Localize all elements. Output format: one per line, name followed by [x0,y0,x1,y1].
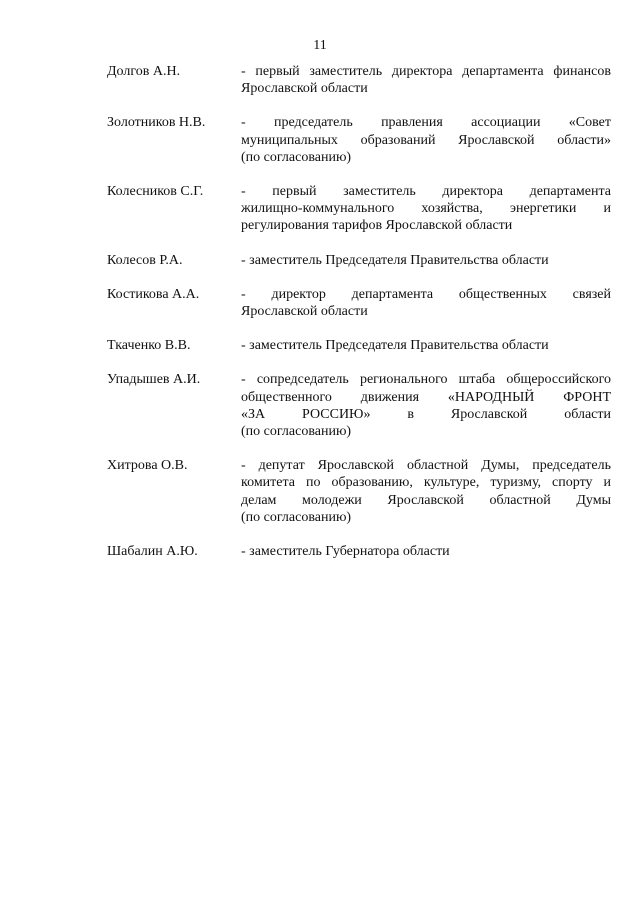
role-line: делам молодежи Ярославской областной Думы [241,492,611,508]
role-line: (по согласованию) [241,149,352,165]
role-line: муниципальных образований Ярославской области» [241,132,611,148]
role-line: общественного движения «НАРОДНЫЙ ФРОНТ [241,389,611,405]
list-item [107,252,611,269]
member-role [241,114,611,166]
member-name: Долгов А.Н. [107,64,181,79]
role-line: - депутат Ярославской областной Думы, председатель [241,458,611,474]
list-item [107,286,611,320]
role-line: комитета по образованию, культуре, туризму, спорту и [241,475,611,491]
list-item [107,371,611,440]
member-role [241,371,611,440]
member-name: Хитрова О.В. [107,458,188,474]
member-role [241,252,611,269]
member-role [241,337,611,354]
list-item [107,457,611,526]
member-role [241,457,611,526]
list-item [107,337,611,354]
role-line: - первый заместитель директора департамента финансов [241,64,611,79]
role-line: - председатель правления ассоциации «Совет [241,115,611,131]
role-line: - директор департамента общественных связей [241,286,611,302]
member-role [241,63,611,97]
role-line: Ярославской области [241,81,368,97]
role-line: - заместитель Губернатора области [241,544,450,560]
member-name: Золотников Н.В. [107,115,206,131]
member-list [107,63,611,560]
member-name: Колесников С.Г. [107,184,204,200]
member-role [241,286,611,320]
member-name: Шабалин А.Ю. [107,544,198,560]
member-name: Костикова А.А. [107,286,200,302]
role-line: (по согласованию) [241,424,352,440]
member-name: Ткаченко В.В. [107,338,191,354]
member-role [241,543,611,560]
list-item [107,183,611,235]
role-line: - первый заместитель директора департамента [241,184,611,200]
role-line: Ярославской области [241,304,368,320]
role-line: - заместитель Председателя Правительства области [241,252,549,268]
role-line: - заместитель Председателя Правительства области [241,338,549,354]
list-item [107,63,611,97]
role-line: регулирования тарифов Ярославской области [241,218,513,234]
role-line: жилищно-коммунального хозяйства, энергетики и [241,201,611,217]
member-name: Колесов Р.А. [107,252,183,268]
role-line: «ЗА РОССИЮ» в Ярославской области [241,406,611,422]
role-line: - сопредседатель регионального штаба общероссийского [241,372,611,388]
member-name: Упадышев А.И. [107,372,201,388]
page-number: 11 [313,38,327,53]
role-line: (по согласованию) [241,509,352,525]
list-item [107,114,611,166]
member-role [241,183,611,235]
list-item [107,543,611,560]
